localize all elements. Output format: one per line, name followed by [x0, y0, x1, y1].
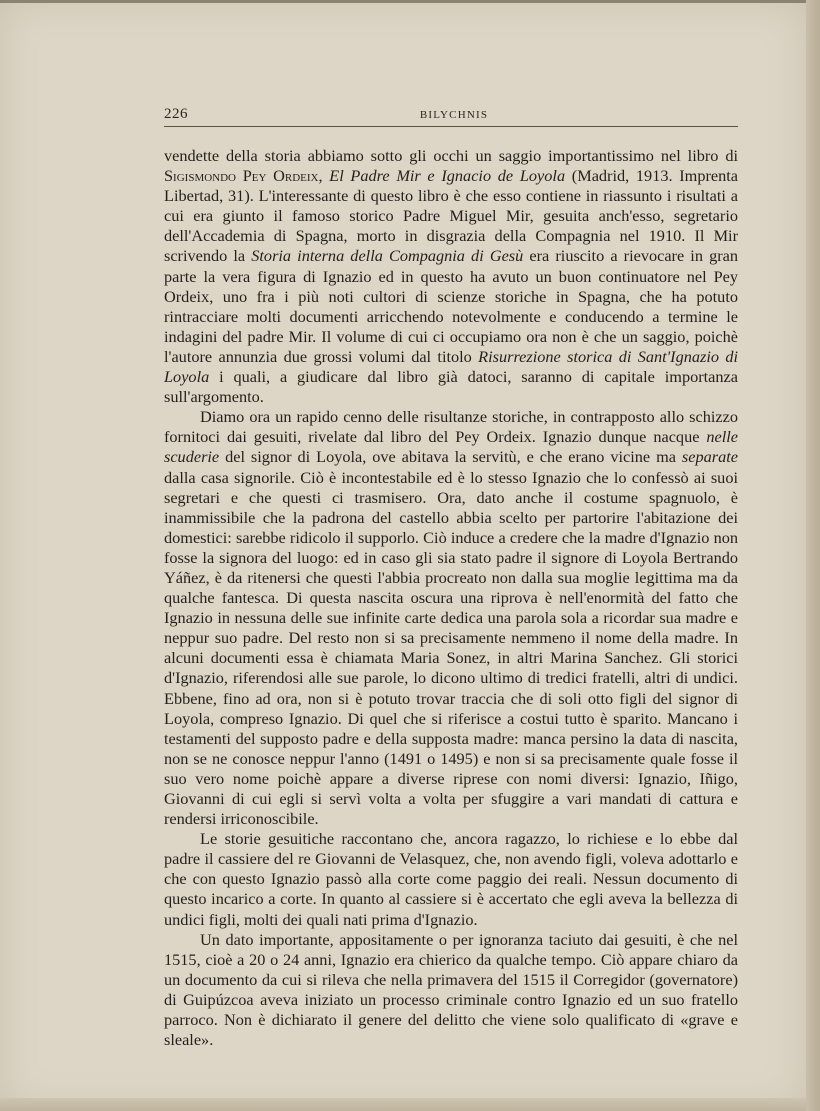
text-run: Le storie gesuitiche raccontano che, ancora ragazzo, lo richiese e lo ebbe dal padre il cassiere del re Giovanni de Velasquez, che, non avendo figli, voleva adottarlo e che con questo Ignazio passò alla corte come paggio dei reali. Nessun documento di questo incarico a corte. In quanto al cassiere si è accertato che egli aveva la bellezza di undici figli, molti dei quali nati prima d'Ignazio. [164, 829, 738, 929]
paragraph [164, 930, 738, 1051]
header-rule [164, 126, 738, 127]
paragraph [164, 146, 738, 407]
page-bottom-edge [0, 1098, 806, 1111]
text-run: Un dato importante, appositamente o per ignoranza taciuto dai gesuiti, è che nel 1515, cioè a 20 o 24 anni, Ignazio era chierico da qualche tempo. Ciò appare chiaro da un documento da cui si rileva che nella primavera del 1515 il Corregidor (governatore) di Guipúzcoa aveva iniziato un processo criminale contro Ignazio ed un suo fratello parroco. Non è dichiarato il genere del delitto che viene solo qualificato di «grave e sleale». [164, 929, 738, 1050]
text-run: , [318, 166, 330, 186]
paragraph [164, 829, 738, 929]
running-head [164, 104, 738, 126]
text-run: Diamo ora un rapido cenno delle risultanze storiche, in contrapposto allo schizzo fornitoci dai gesuiti, rivelate dal libro del Pey Ordeix. Ignazio dunque nacque [164, 407, 738, 447]
italic-title: Risurrezione storica di Sant'Ignazio di Loyola [164, 346, 739, 387]
page-gutter [806, 0, 820, 1111]
page-top-edge [0, 0, 806, 3]
italic-title: Storia interna della Compagnia di Gesù [251, 246, 524, 266]
text-run: dalla casa signorile. Ciò è incontestabile ed è lo stesso Ignazio che lo confessò ai suoi segretari e che questi ci trasmisero. Ora, dato anche il costume spagnuolo, è inammissibile che la padrona del castello abbia scelto per partorire l'abitazione dei domestici: sarebbe ridicolo il supporlo. Ciò induce a credere che la madre d'Ignazio non fosse la signora del luogo: ed in caso gli sia stato padre il signore di Loyola Bertrando Yáñez, è da ritenersi che questi l'abbia procreato non dalla sua moglie legittima ma da qualche fantesca. Di questa nascita oscura una riprova è nell'enormità del fatto che Ignazio in nessuna delle sue infinite carte dedica una parola sola a ricordar sua madre e neppur suo padre. Del resto non si sa precisamente nemmeno il nome della madre. In alcuni documenti essa è chiamata Maria Sonez, in altri Marina Sanchez. Gli storici d'Ignazio, riferendosi alle sue parole, lo dicono ultimo di tredici fratelli, altri di undici. Ebbene, fino ad ora, non si è potuto trovar traccia che di soli otto figli del signor di Loyola, compreso Ignazio. Di quel che si riferisce a costui tutto è sparito. Mancano i testamenti del supposto padre e della supposta madre: manca persino la data di nascita, non se ne conosce neppur l'anno (1491 o 1495) e non si sa precisamente quale fosse il suo vero nome poichè appare a diverse riprese con nomi diversi: Ignazio, Iñigo, Giovanni di cui egli si servì volta a volta per sfuggire a vari mandati di cattura e rendersi irriconoscibile. [164, 467, 738, 829]
page-number: 226 [164, 106, 188, 122]
italic-title: El Padre Mir e Ignacio de Loyola [329, 166, 566, 186]
italic-title: nelle scuderie [164, 427, 738, 467]
text-run: del signor di Loyola, ove abitava la servitù, e che erano vicine ma [219, 447, 682, 467]
body-text [164, 146, 738, 1050]
text-run: i quali, a giudicare dal libro già datoci, saranno di capitale importanza sull'argomento. [164, 367, 738, 407]
text-run: (Madrid, 1913. Imprenta Libertad, 31). L'interessante di questo libro è che esso contiene in riassunto i risultati a cui era giunto il famoso storico Padre Miguel Mir, gesuita anch'esso, segretario dell'Accademia di Spagna, morto in disgrazia della Compagnia nel 1910. Il Mir scrivendo la [164, 166, 739, 266]
italic-title: separate [681, 447, 738, 467]
text-run: vendette della storia abbiamo sotto gli occhi un saggio importantissimo nel libro di [164, 146, 738, 165]
author-name: Sigismondo Pey Ordeix [164, 166, 319, 186]
journal-title: BILYCHNIS [419, 109, 489, 121]
text-run: era riuscito a rievocare in gran parte la vera figura di Ignazio ed in questo ha avuto un buon continuatore nel Pey Ordeix, uno fra i più noti cultori di scienze storiche in Spagna, che ha potuto rintracciare molti documenti arricchendo notevolmente e conducendo a termine le indagini del padre Mir. Il volume di cui ci occupiamo ora non è che un saggio, poichè l'autore annunzia due grossi volumi dal titolo [164, 246, 739, 366]
paragraph [164, 407, 738, 829]
